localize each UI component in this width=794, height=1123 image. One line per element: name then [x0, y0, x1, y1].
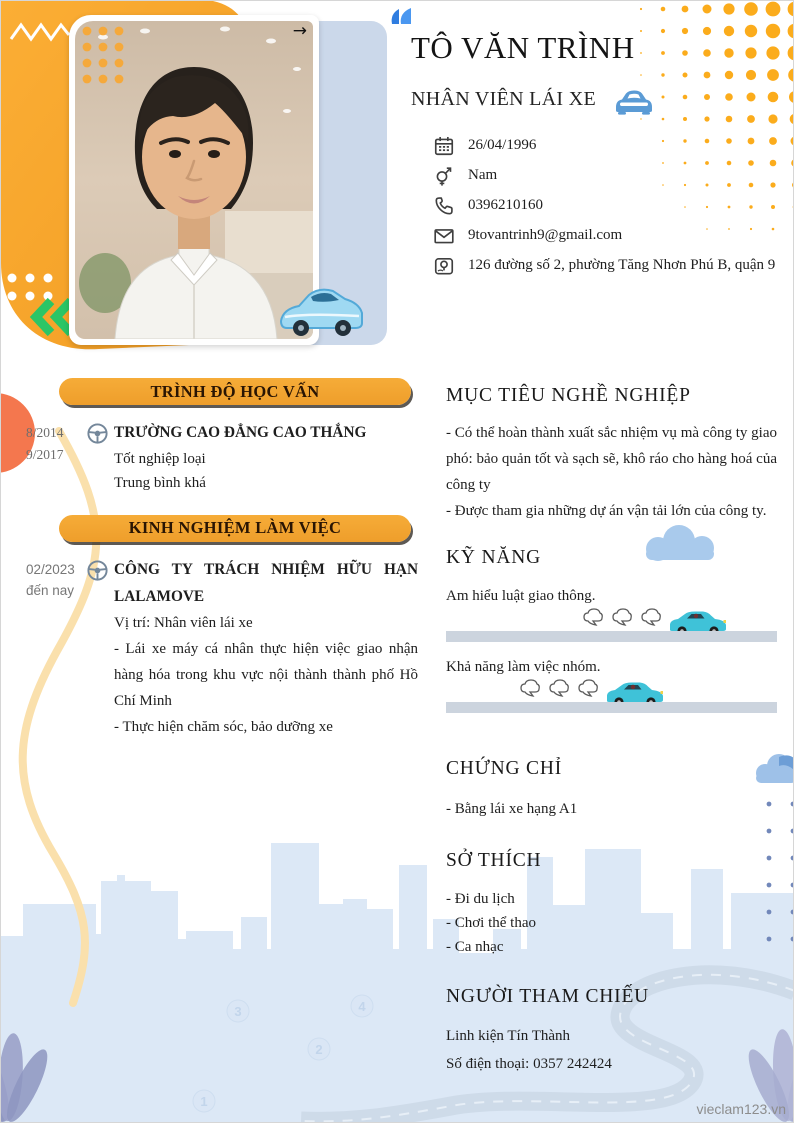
- smoke-puff-icon: [611, 607, 633, 627]
- job-title: NHÂN VIÊN LÁI XE: [411, 87, 596, 110]
- contact-row-address: [433, 255, 778, 277]
- position-line: Vị trí: Nhân viên lái xe: [114, 615, 253, 632]
- contact-row-phone: [433, 195, 778, 217]
- objective-text: [446, 420, 777, 524]
- candidate-name: TÔ VĂN TRÌNH: [411, 30, 635, 65]
- section-pill-experience: [59, 515, 411, 542]
- experience-bullet: - Lái xe máy cá nhân thực hiện việc giao nhận hàng hóa trong khu vực nội thành thành phố Hồ Chí Minh: [114, 641, 418, 710]
- address-value: 126 đường số 2, phường Tăng Nhơn Phú B, quận 9: [468, 256, 776, 273]
- skill-label: Am hiểu luật giao thông.: [446, 587, 596, 604]
- objective-bullet: - Được tham gia những dự án vận tải lớn của công ty.: [446, 503, 767, 520]
- calendar-icon: [433, 135, 455, 157]
- objective-bullet: - Có thể hoàn thành xuất sắc nhiệm vụ mà công ty giao phó: bảo quản tốt và sạch sẽ, khô ráo cho hàng hoá của công ty: [446, 425, 777, 494]
- skill-road-bar: [446, 702, 777, 713]
- hobbies-heading: SỞ THÍCH: [446, 850, 542, 872]
- hobby-item: - Đi du lịch: [446, 890, 515, 907]
- certificate-item: - Bằng lái xe hạng A1: [446, 801, 578, 818]
- steering-wheel-icon: [86, 420, 114, 495]
- road-pin-markers: [193, 995, 373, 1112]
- experience-body: [114, 557, 418, 741]
- certificates-heading: CHỨNG CHỈ: [446, 757, 563, 779]
- references-heading: NGƯỜI THAM CHIẾU: [446, 985, 650, 1007]
- education-detail-value: Trung bình khá: [114, 474, 206, 491]
- site-watermark: vieclam123.vn: [696, 1101, 786, 1117]
- smoke-puff-icon: [582, 607, 604, 627]
- skill-road-bar: [446, 631, 777, 642]
- logo-icon: [390, 8, 412, 26]
- phone-icon: [433, 195, 455, 217]
- left-column: [26, 378, 418, 740]
- email-value: 9tovantrinh9@gmail.com: [468, 226, 623, 243]
- education-dates: 8/2014 9/2017: [26, 425, 64, 462]
- hobby-list: [446, 887, 777, 959]
- education-detail-label: Tốt nghiệp loại: [114, 450, 206, 467]
- arrow-right-icon: →: [292, 21, 307, 41]
- contact-row-gender: [433, 165, 778, 187]
- education-body: [114, 420, 418, 495]
- contact-row-email: [433, 225, 778, 247]
- car-front-icon: [613, 87, 655, 115]
- section-pill-education: [59, 378, 411, 405]
- objective-heading: MỤC TIÊU NGHỀ NGHIỆP: [446, 385, 691, 406]
- skill-meter: [446, 606, 777, 642]
- school-name: TRƯỜNG CAO ĐẲNG CAO THẮNG: [114, 424, 367, 441]
- experience-heading: KINH NGHIỆM LÀM VIỆC: [128, 518, 342, 538]
- skill-meter: [446, 677, 777, 713]
- cv-header: [411, 29, 787, 285]
- gender-value: Nam: [468, 166, 498, 183]
- smoke-puff-icon: [548, 678, 570, 698]
- contact-row-birthday: [433, 135, 778, 157]
- yellow-dots-decoration: [79, 23, 135, 85]
- hobby-item: - Chơi thể thao: [446, 914, 536, 931]
- experience-dates: 02/2023 đến nay: [26, 561, 75, 599]
- experience-entry: [26, 557, 418, 741]
- email-icon: [433, 225, 455, 247]
- education-heading: TRÌNH ĐỘ HỌC VẤN: [150, 381, 320, 401]
- svg-text:3: 3: [234, 1004, 242, 1019]
- contact-list: [411, 135, 778, 277]
- phone-value: 0396210160: [468, 196, 543, 213]
- location-icon: [433, 255, 455, 277]
- svg-text:1: 1: [200, 1094, 208, 1109]
- reference-name: Linh kiện Tín Thành: [446, 1027, 571, 1044]
- experience-bullet: - Thực hiện chăm sóc, bảo dưỡng xe: [114, 719, 333, 736]
- right-column: [446, 378, 777, 1078]
- smoke-puff-icon: [519, 678, 541, 698]
- steering-wheel-icon: [86, 557, 114, 741]
- reference-phone: Số điện thoại: 0357 242424: [446, 1055, 612, 1072]
- smoke-puff-icon: [577, 678, 599, 698]
- skills-heading: KỸ NĂNG: [446, 547, 541, 569]
- svg-text:4: 4: [358, 999, 366, 1014]
- birthday-value: 26/04/1996: [468, 136, 537, 153]
- education-entry: [26, 420, 418, 495]
- hobby-item: - Ca nhạc: [446, 938, 504, 955]
- gender-icon: [433, 165, 455, 187]
- reference-lines: [446, 1022, 777, 1078]
- svg-text:2: 2: [315, 1042, 323, 1057]
- skill-label: Khả năng làm việc nhóm.: [446, 658, 601, 675]
- company-name: CÔNG TY TRÁCH NHIỆM HỮU HẠN LALAMOVE: [114, 560, 418, 605]
- smoke-puff-icon: [640, 607, 662, 627]
- car-sticker-icon: [277, 283, 365, 339]
